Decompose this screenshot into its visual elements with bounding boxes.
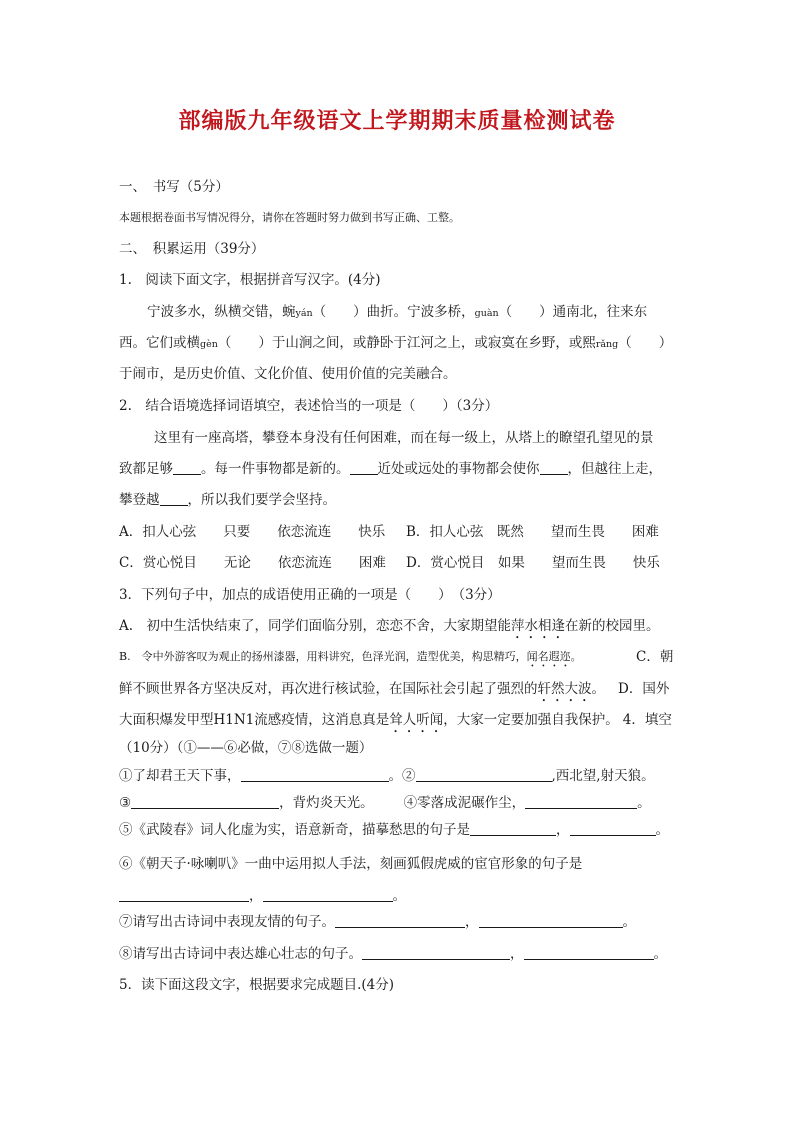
dotted-idiom: 闻名遐迩 [526,650,571,663]
dotted-idiom: 萍水相逢 [511,618,566,634]
fill-item-8: ⑧请写出古诗词中表达雄心壮志的句子。 ， 。 [119,946,667,962]
question-2-option-a: A．扣人心弦 只要 依恋流连 快乐 [119,524,386,540]
section-2-heading: 二、 积累运用（39分） [119,241,265,257]
question-2-passage-line-2: 致都足够 。每一件事物都是新的。 近处或远处的事物都会使你 ，但越往上走， [119,461,662,477]
answer-blank[interactable] [335,913,465,928]
answer-blank[interactable] [241,767,389,782]
question-3-option-c: 鲜不顾世界各方坚决反对，再次进行核试验，在国际社会引起了强烈的轩然大波。 [119,681,605,697]
question-3-option-d-label: D．国外 [618,681,670,697]
answer-blank[interactable] [540,460,568,475]
page-title: 部编版九年级语文上学期期末质量检测试卷 [178,109,616,134]
fill-item-3-4: ③ ，背灼炎天光。 ④零落成泥碾作尘， 。 [119,795,651,811]
answer-blank[interactable] [160,491,188,506]
answer-blank[interactable] [524,945,654,960]
question-3-option-a: A. 初中生活快结束了，同学们面临分别，恋恋不舍，大家期望能萍水相逢在新的校园里。 [119,618,660,634]
question-2-stem: 2. 结合语境选择词语填空，表述恰当的一项是（ ）（3分） [119,398,499,414]
answer-blank[interactable] [350,460,378,475]
fill-item-1-2: ①了却君王天下事， 。② ,西北望,射天狼。 [119,768,655,784]
question-2-option-b: B．扣人心弦 既然 望而生畏 困难 [406,524,659,540]
answer-blank[interactable] [119,887,249,902]
question-2-option-c: C．赏心悦目 无论 依恋流连 困难 [119,555,386,571]
question-3-option-b: B. 令中外游客叹为观止的扬州漆器，用料讲究，色泽光润，造型优美，构思精巧，闻名遐迩。 [119,650,582,663]
question-5-stem: 5．读下面这段文字，根据要求完成题目.(4分) [119,977,395,993]
answer-blank[interactable] [263,887,393,902]
question-2-option-d: D．赏心悦目 如果 望而生畏 快乐 [406,555,660,571]
answer-blank[interactable] [479,913,623,928]
pinyin-yan: yán [295,308,313,319]
pinyin-gen: gèn [200,339,218,350]
question-1-stem: 1. 阅读下面文字，根据拼音写汉字。(4分) [119,272,381,288]
fill-item-5: ⑤《武陵春》词人化虚为实，语意新奇，描摹愁思的句子是 ， 。 [119,822,669,838]
question-4-label: 4．填空 [622,712,672,728]
section-1-heading: 一、 书写（5分） [119,179,229,195]
question-3-option-c-label: C．朝 [636,649,674,665]
answer-blank[interactable] [173,460,201,475]
question-3-stem: 3．下列句子中，加点的成语使用正确的一项是（ ） （3分） [119,587,501,603]
pinyin-guan: guàn [474,308,499,319]
dotted-idiom: 轩然大波 [537,681,592,697]
question-3-option-d: 大面积爆发甲型H1N1流感疫情，这消息真是耸人听闻，大家一定要加强自我保护。 4．填空 [119,712,672,728]
answer-blank[interactable] [525,794,637,809]
question-4-note: （10分）（①——⑥必做，⑦⑧选做一题） [119,740,373,756]
answer-blank[interactable] [470,821,556,836]
question-1-line-3: 于闹市，是历史价值、文化价值、使用价值的完美融合。 [119,366,457,382]
fill-item-6: ⑥《朝天子·咏喇叭》一曲中运用拟人手法，刻画狐假虎威的宦官形象的句子是 [119,856,583,872]
question-1-line-2: 西。它们或横gèn（ ）于山涧之间，或静卧于江河之上，或寂寞在乡野，或熙rǎng（ ） [119,335,673,351]
section-1-description: 本题根据卷面书写情况得分，请你在答题时努力做到书写正确、工整。 [119,211,460,224]
question-2-passage-line-1: 这里有一座高塔，攀登本身没有任何困难，而在每一级上，从塔上的瞭望孔望见的景 [154,430,654,446]
dotted-idiom: 耸人听闻 [389,712,444,728]
answer-blank[interactable] [416,767,552,782]
answer-blank[interactable] [362,945,510,960]
fill-item-6-answers: ， 。 [119,887,406,905]
pinyin-rang: rǎng [595,339,619,350]
answer-blank[interactable] [570,821,656,836]
answer-blank[interactable] [131,794,279,809]
fill-item-7: ⑦请写出古诗词中表现友情的句子。 ， 。 [119,914,636,930]
question-1-line-1: 宁波多水，纵横交错，蜿yán（ ）曲折。宁波多桥，guàn（ ）通南北，往来东 [147,304,648,320]
question-2-passage-line-3: 攀登越 ，所以我们要学会坚持。 [119,492,336,508]
